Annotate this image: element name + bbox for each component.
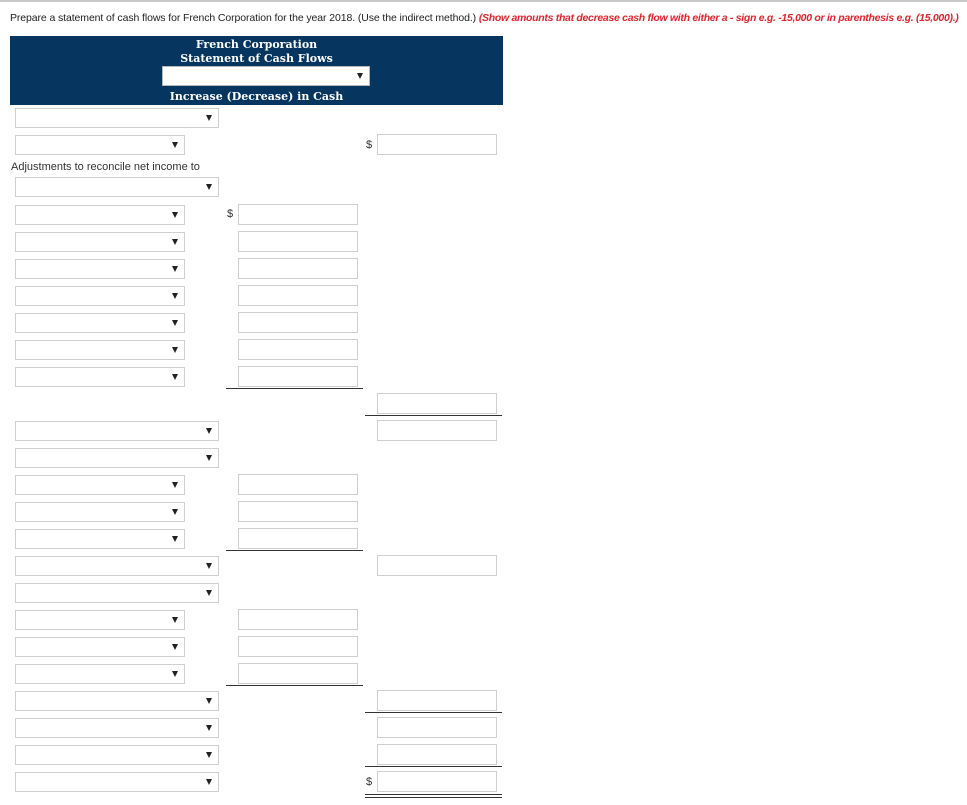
- currency-symbol: $: [366, 139, 373, 151]
- dropdown-arrow-icon: [172, 509, 178, 515]
- total-underline: [365, 766, 502, 767]
- dropdown-arrow-icon: [172, 142, 178, 148]
- adjustment-amount-input-4[interactable]: [238, 285, 358, 306]
- dropdown-arrow-icon: [206, 563, 212, 569]
- adjustments-select[interactable]: [15, 177, 219, 197]
- dropdown-arrow-icon: [206, 590, 212, 596]
- investing-amount-input-3[interactable]: [238, 528, 358, 549]
- adjustment-item-select-2[interactable]: [15, 232, 185, 252]
- ending-cash-input[interactable]: [377, 771, 497, 792]
- double-underline: [365, 794, 502, 798]
- adjustments-label: Adjustments to reconcile net income to: [11, 161, 200, 173]
- dropdown-arrow-icon: [172, 293, 178, 299]
- dropdown-arrow-icon: [172, 320, 178, 326]
- investing-total-input[interactable]: [377, 555, 497, 576]
- operating-total-input[interactable]: [377, 420, 497, 441]
- subtotal-underline: [226, 550, 363, 551]
- net-change-select[interactable]: [15, 718, 219, 738]
- dropdown-arrow-icon: [172, 644, 178, 650]
- beginning-cash-input[interactable]: [377, 744, 497, 765]
- statement-subheader: Increase (Decrease) in Cash: [169, 90, 344, 103]
- adjustment-amount-input-3[interactable]: [238, 258, 358, 279]
- instructions-main: Prepare a statement of cash flows for French Corporation for the year 2018. (Use the indirect method.): [10, 12, 479, 24]
- total-underline: [365, 415, 502, 416]
- investing-amount-input-2[interactable]: [238, 501, 358, 522]
- adjustment-item-select-1[interactable]: [15, 205, 185, 225]
- adjustment-amount-input-2[interactable]: [238, 231, 358, 252]
- adjustment-item-select-7[interactable]: [15, 367, 185, 387]
- net-income-amount-input[interactable]: [377, 134, 497, 155]
- subtotal-underline: [226, 685, 363, 686]
- section-select-2[interactable]: [15, 448, 219, 468]
- company-name: French Corporation: [195, 38, 318, 51]
- adjustment-amount-input-6[interactable]: [238, 339, 358, 360]
- instructions: [10, 12, 959, 24]
- dropdown-arrow-icon: [172, 266, 178, 272]
- dropdown-arrow-icon: [206, 725, 212, 731]
- financing-item-select-1[interactable]: [15, 610, 185, 630]
- adjustment-amount-input-5[interactable]: [238, 312, 358, 333]
- dropdown-arrow-icon: [206, 428, 212, 434]
- total-underline: [365, 712, 502, 713]
- financing-total-input[interactable]: [377, 690, 497, 711]
- net-change-input[interactable]: [377, 717, 497, 738]
- adjustment-amount-input-1[interactable]: [238, 204, 358, 225]
- line-select-1[interactable]: [15, 135, 185, 155]
- dropdown-arrow-icon: [172, 671, 178, 677]
- period-select[interactable]: [162, 66, 370, 86]
- investing-item-select-1[interactable]: [15, 475, 185, 495]
- section-select-1[interactable]: [15, 108, 219, 128]
- top-border: [0, 0, 967, 2]
- investing-amount-input-1[interactable]: [238, 474, 358, 495]
- dropdown-arrow-icon: [172, 347, 178, 353]
- dropdown-arrow-icon: [172, 482, 178, 488]
- ending-cash-select[interactable]: [15, 772, 219, 792]
- financing-amount-input-1[interactable]: [238, 609, 358, 630]
- dropdown-arrow-icon: [172, 374, 178, 380]
- instructions-note: (Show amounts that decrease cash flow with either a - sign e.g. -15,000 or in parenthesis e.g. (15,000).): [478, 12, 959, 24]
- dropdown-arrow-icon: [172, 536, 178, 542]
- subtotal-underline: [226, 388, 363, 389]
- beginning-cash-select[interactable]: [15, 745, 219, 765]
- investing-item-select-3[interactable]: [15, 529, 185, 549]
- financing-total-select[interactable]: [15, 691, 219, 711]
- adjustment-item-select-6[interactable]: [15, 340, 185, 360]
- statement-header: [10, 36, 503, 105]
- currency-symbol: $: [227, 208, 234, 220]
- dropdown-arrow-icon: [172, 239, 178, 245]
- financing-amount-input-3[interactable]: [238, 663, 358, 684]
- investing-item-select-2[interactable]: [15, 502, 185, 522]
- dropdown-arrow-icon: [206, 779, 212, 785]
- statement-title: Statement of Cash Flows: [180, 52, 333, 65]
- adjustment-amount-input-7[interactable]: [238, 366, 358, 387]
- dropdown-arrow-icon: [172, 212, 178, 218]
- adjustment-item-select-3[interactable]: [15, 259, 185, 279]
- adjustment-item-select-5[interactable]: [15, 313, 185, 333]
- financing-item-select-3[interactable]: [15, 664, 185, 684]
- financing-amount-input-2[interactable]: [238, 636, 358, 657]
- dropdown-arrow-icon: [206, 698, 212, 704]
- investing-total-select[interactable]: [15, 556, 219, 576]
- adjustment-item-select-4[interactable]: [15, 286, 185, 306]
- dropdown-arrow-icon: [206, 115, 212, 121]
- dropdown-arrow-icon: [206, 752, 212, 758]
- section-select-3[interactable]: [15, 583, 219, 603]
- currency-symbol: $: [366, 776, 373, 788]
- operating-total-select[interactable]: [15, 421, 219, 441]
- adjustments-total-input[interactable]: [377, 393, 497, 414]
- dropdown-arrow-icon: [357, 73, 363, 79]
- dropdown-arrow-icon: [206, 455, 212, 461]
- financing-item-select-2[interactable]: [15, 637, 185, 657]
- dropdown-arrow-icon: [172, 617, 178, 623]
- dropdown-arrow-icon: [206, 184, 212, 190]
